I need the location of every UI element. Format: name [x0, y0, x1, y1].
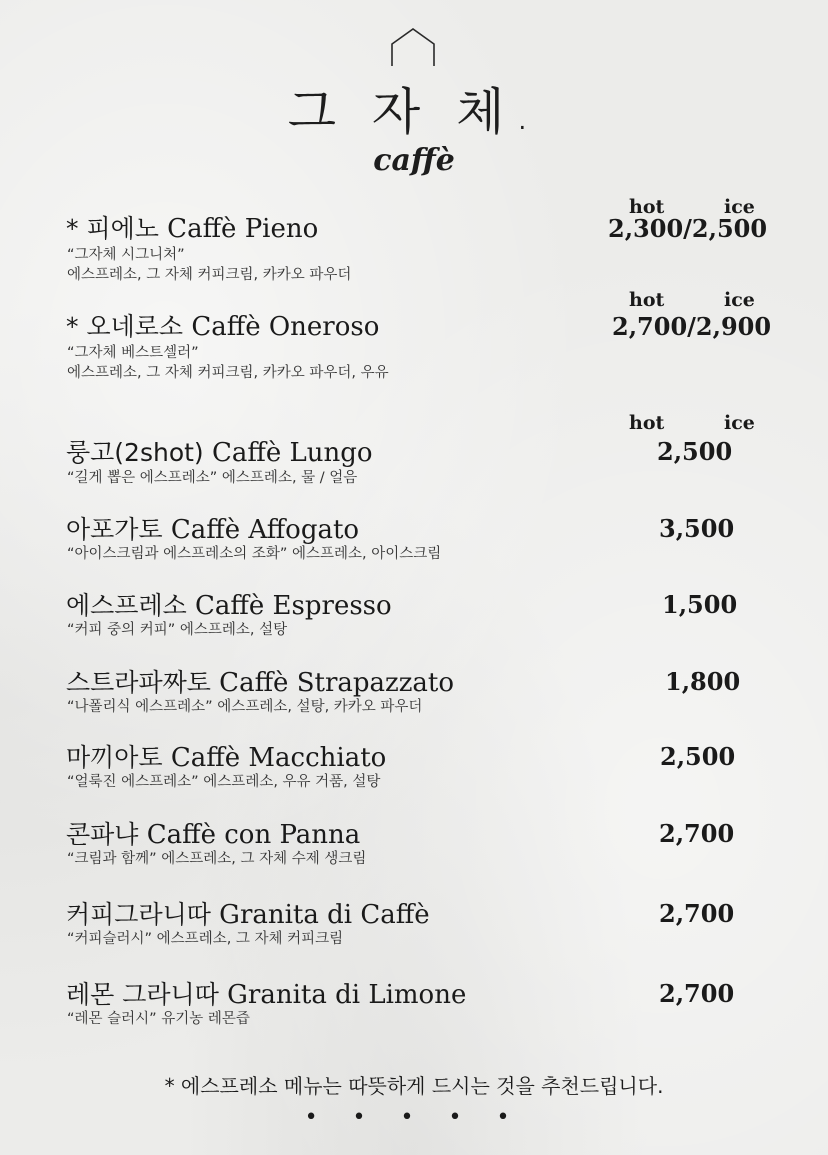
item-description: “길게 뽑은 에스프레소” 에스프레소, 물 / 얼음 — [67, 470, 358, 486]
menu-item-name — [66, 433, 373, 469]
item-price: 2,700/2,900 — [612, 312, 772, 341]
item-description: “크림과 함께” 에스프레소, 그 자체 수제 생크림 — [67, 851, 367, 867]
item-price: 1,800 — [665, 667, 741, 696]
menu-item-name — [66, 209, 318, 245]
item-price: 2,700 — [659, 899, 735, 928]
menu-item-name — [66, 895, 430, 931]
item-tagline: “그자체 시그니처” — [67, 247, 185, 263]
section-title: caffè — [373, 143, 455, 178]
menu-item-name — [66, 975, 466, 1011]
footer-dots-divider: • • • • • — [304, 1105, 524, 1130]
item-price: 2,300/2,500 — [608, 214, 768, 243]
hot-label: hot — [629, 412, 665, 434]
item-name-italian: Caffè Affogato — [170, 515, 360, 545]
item-description: “얼룩진 에스프레소” 에스프레소, 우유 거품, 설탕 — [67, 774, 381, 790]
item-name-korean: * 피에노 — [66, 214, 159, 243]
menu-item-name — [66, 663, 454, 699]
menu-item-name — [66, 815, 360, 851]
item-name-korean: 커피그라니따 — [66, 900, 211, 929]
item-name-korean: 스트라파짜토 — [66, 668, 211, 697]
ice-label: ice — [724, 196, 755, 218]
menu-item-name — [66, 586, 392, 622]
item-name-italian: Caffè Strapazzato — [219, 668, 455, 698]
item-description: “커피슬러시” 에스프레소, 그 자체 커피크림 — [67, 931, 344, 947]
hot-label: hot — [629, 289, 665, 311]
ice-label: ice — [724, 412, 755, 434]
item-description: “아이스크림과 에스프레소의 조화” 에스프레소, 아이스크림 — [67, 546, 442, 562]
menu-item-name — [66, 738, 386, 774]
item-name-italian: Caffè con Panna — [146, 820, 361, 850]
item-price: 2,700 — [659, 819, 735, 848]
item-name-italian: Granita di Caffè — [219, 900, 430, 930]
item-name-italian: Caffè Oneroso — [191, 312, 380, 342]
item-description: “레몬 슬러시” 유기농 레몬즙 — [67, 1011, 250, 1027]
menu-item-name — [66, 307, 379, 343]
item-description: “나폴리식 에스프레소” 에스프레소, 설탕, 카카오 파우더 — [67, 699, 423, 715]
item-name-korean: 룽고(2shot) — [66, 438, 204, 467]
ice-label: ice — [724, 289, 755, 311]
item-name-korean: 에스프레소 — [66, 591, 187, 620]
brand-title: 그 자 체. — [287, 83, 541, 141]
item-name-italian: Granita di Limone — [227, 980, 467, 1010]
item-price: 2,500 — [660, 742, 736, 771]
footer-note: * 에스프레소 메뉴는 따뜻하게 드시는 것을 추천드립니다. — [164, 1074, 664, 1098]
item-tagline: “그자체 베스트셀러” — [67, 345, 199, 361]
item-name-italian: Caffè Lungo — [211, 438, 373, 468]
item-name-korean: 마끼아토 — [66, 743, 163, 772]
item-price: 2,500 — [657, 437, 733, 466]
item-name-korean: 콘파냐 — [66, 820, 139, 849]
item-price: 3,500 — [659, 514, 735, 543]
item-name-korean: 레몬 그라니따 — [66, 980, 219, 1009]
item-name-korean: * 오네로소 — [66, 312, 184, 341]
menu-item-name — [66, 510, 359, 546]
item-description: 에스프레소, 그 자체 커피크림, 카카오 파우더 — [67, 267, 352, 283]
item-name-italian: Caffè Espresso — [195, 591, 392, 621]
item-name-korean: 아포가토 — [66, 515, 163, 544]
item-description: 에스프레소, 그 자체 커피크림, 카카오 파우더, 우유 — [67, 365, 389, 381]
item-name-italian: Caffè Macchiato — [170, 743, 387, 773]
item-description: “커피 중의 커피” 에스프레소, 설탕 — [67, 622, 288, 638]
item-price: 2,700 — [659, 979, 735, 1008]
item-name-italian: Caffè Pieno — [167, 214, 319, 244]
house-logo-icon — [388, 26, 438, 68]
item-price: 1,500 — [662, 590, 738, 619]
hot-label: hot — [629, 196, 665, 218]
